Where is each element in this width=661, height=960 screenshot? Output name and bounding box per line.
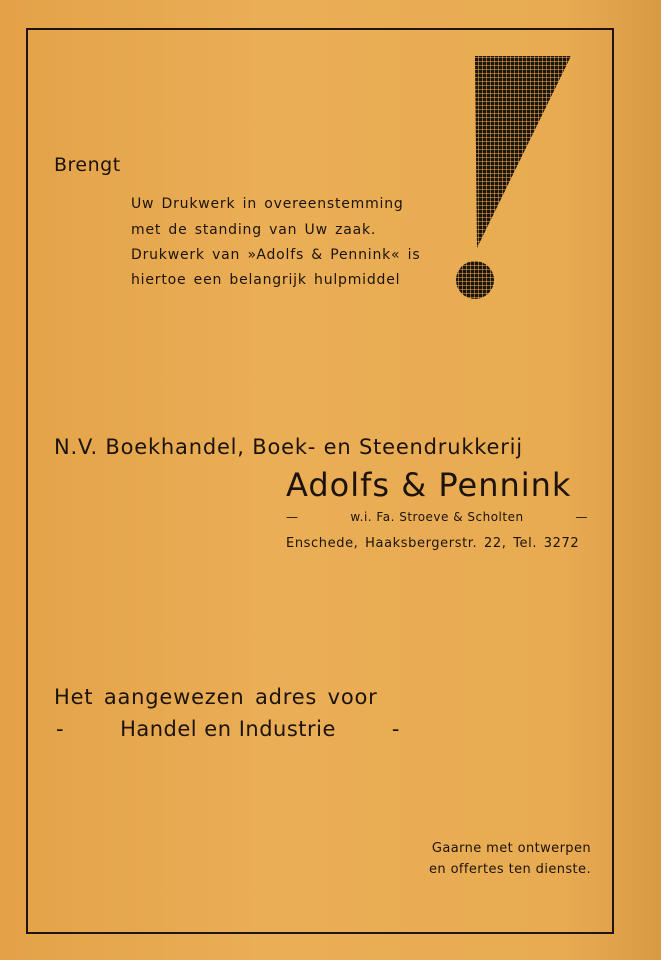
body-line-4: hiertoe een belangrijk hulpmiddel (131, 272, 401, 288)
slogan-text: Handel en Industrie (120, 717, 336, 741)
dash-left: — (286, 510, 299, 524)
exclamation-mark-icon (451, 54, 573, 302)
note-line-2: en offertes ten dienste. (429, 862, 591, 877)
firm-name: Adolfs & Pennink (286, 466, 572, 504)
slogan-dash-left: - (56, 717, 65, 741)
body-line-2: met de standing van Uw zaak. (131, 222, 377, 238)
note-line-1: Gaarne met ontwerpen (431, 841, 591, 856)
slogan-line-2 (56, 717, 400, 741)
closing-note (429, 838, 591, 880)
successor-text: w.i. Fa. Stroeve & Scholten (350, 510, 524, 524)
body-line-1: Uw Drukwerk in overeenstemming (131, 196, 404, 212)
company-line: N.V. Boekhandel, Boek- en Steendrukkerij (54, 435, 523, 459)
address-line: Enschede, Haaksbergerstr. 22, Tel. 3272 (286, 536, 580, 551)
slogan-line-1: Het aangewezen adres voor (54, 685, 378, 709)
headline-brengt: Brengt (54, 154, 121, 176)
slogan-dash-right: - (391, 717, 400, 741)
successor-line (286, 510, 588, 524)
body-line-3: Drukwerk van »Adolfs & Pennink« is (131, 247, 421, 263)
dash-right: — (575, 510, 588, 524)
